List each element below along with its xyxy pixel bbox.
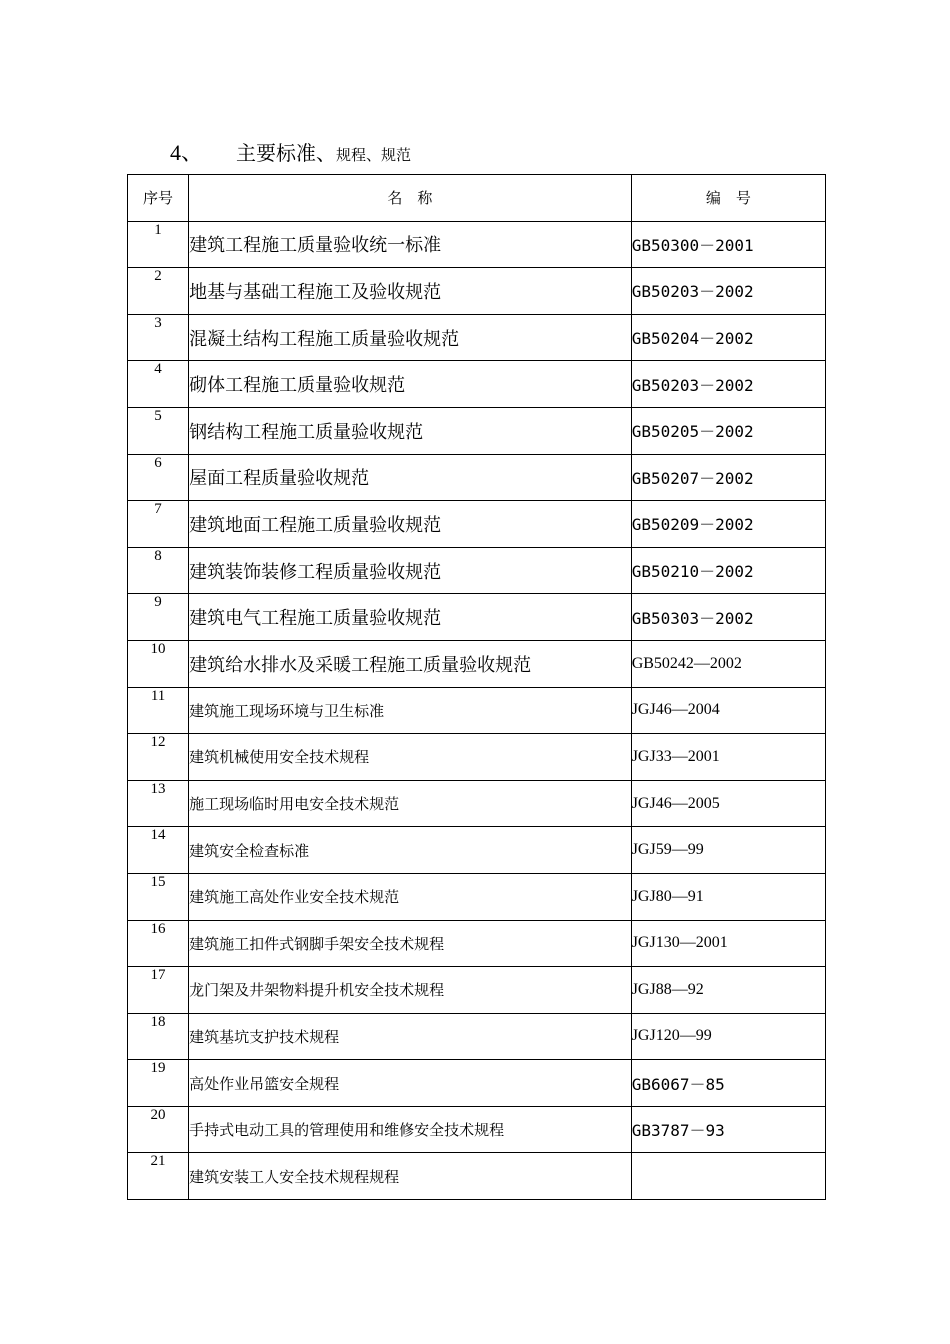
standard-name: 建筑基坑支护技术规程: [189, 1013, 632, 1060]
row-number: 9: [128, 594, 189, 641]
row-number: 8: [128, 547, 189, 594]
header-no: 序号: [128, 175, 189, 222]
table-row: [128, 827, 826, 874]
standard-name: 建筑施工扣件式钢脚手架安全技术规程: [189, 920, 632, 967]
standard-code: JGJ46—2005: [631, 780, 825, 827]
section-heading: [170, 136, 411, 166]
table-row: [128, 873, 826, 920]
standard-code: GB50207－2002: [631, 454, 825, 501]
table-row: [128, 547, 826, 594]
row-number: 7: [128, 501, 189, 548]
table-row: [128, 268, 826, 315]
standard-name: 建筑给水排水及采暖工程施工质量验收规范: [189, 640, 632, 687]
row-number: 4: [128, 361, 189, 408]
header-code: 编 号: [631, 175, 825, 222]
standard-name: 高处作业吊篮安全规程: [189, 1060, 632, 1107]
row-number: 17: [128, 967, 189, 1014]
standard-name: 建筑地面工程施工质量验收规范: [189, 501, 632, 548]
table-row: [128, 734, 826, 781]
standard-name: 建筑机械使用安全技术规程: [189, 734, 632, 781]
standards-table: [127, 174, 826, 1200]
standard-name: 混凝土结构工程施工质量验收规范: [189, 314, 632, 361]
row-number: 5: [128, 407, 189, 454]
standard-code: GB3787－93: [631, 1106, 825, 1153]
table-row: [128, 780, 826, 827]
table-row: [128, 967, 826, 1014]
row-number: 14: [128, 827, 189, 874]
row-number: 13: [128, 780, 189, 827]
table-row: [128, 454, 826, 501]
standard-name: 砌体工程施工质量验收规范: [189, 361, 632, 408]
table-row: [128, 501, 826, 548]
table-body: [128, 221, 826, 1199]
standard-code: JGJ130—2001: [631, 920, 825, 967]
standard-code: JGJ80—91: [631, 873, 825, 920]
standard-name: 地基与基础工程施工及验收规范: [189, 268, 632, 315]
table-row: [128, 314, 826, 361]
standard-code: GB50203－2002: [631, 361, 825, 408]
table-header-row: [128, 175, 826, 222]
standard-name: 建筑安全检查标准: [189, 827, 632, 874]
standard-code: GB50242—2002: [631, 640, 825, 687]
standard-code: JGJ33—2001: [631, 734, 825, 781]
standard-code: GB50204－2002: [631, 314, 825, 361]
table-row: [128, 1060, 826, 1107]
table-row: [128, 221, 826, 268]
table-row: [128, 407, 826, 454]
standard-code: GB50205－2002: [631, 407, 825, 454]
row-number: 3: [128, 314, 189, 361]
table-row: [128, 687, 826, 734]
standard-code: JGJ120—99: [631, 1013, 825, 1060]
row-number: 15: [128, 873, 189, 920]
section-title-sub: 规程、规范: [336, 146, 412, 164]
standard-code: GB6067－85: [631, 1060, 825, 1107]
table-row: [128, 640, 826, 687]
row-number: 21: [128, 1153, 189, 1200]
standard-name: 建筑施工现场环境与卫生标准: [189, 687, 632, 734]
row-number: 20: [128, 1106, 189, 1153]
standard-code: JGJ46—2004: [631, 687, 825, 734]
standard-name: 建筑电气工程施工质量验收规范: [189, 594, 632, 641]
row-number: 12: [128, 734, 189, 781]
standard-code: JGJ88—92: [631, 967, 825, 1014]
table-row: [128, 920, 826, 967]
standard-name: 施工现场临时用电安全技术规范: [189, 780, 632, 827]
section-title-main: 主要标准、: [236, 141, 336, 165]
table-row: [128, 594, 826, 641]
standard-name: 建筑装饰装修工程质量验收规范: [189, 547, 632, 594]
standard-code: GB50300－2001: [631, 221, 825, 268]
table-row: [128, 1106, 826, 1153]
standard-name: 手持式电动工具的管理使用和维修安全技术规程: [189, 1106, 632, 1153]
row-number: 1: [128, 221, 189, 268]
standard-name: 建筑安装工人安全技术规程规程: [189, 1153, 632, 1200]
standard-code: JGJ59—99: [631, 827, 825, 874]
table-row: [128, 1153, 826, 1200]
row-number: 19: [128, 1060, 189, 1107]
standard-code: GB50203－2002: [631, 268, 825, 315]
standard-code: GB50303－2002: [631, 594, 825, 641]
row-number: 6: [128, 454, 189, 501]
standard-name: 龙门架及井架物料提升机安全技术规程: [189, 967, 632, 1014]
row-number: 18: [128, 1013, 189, 1060]
table-row: [128, 1013, 826, 1060]
standard-name: 建筑施工高处作业安全技术规范: [189, 873, 632, 920]
row-number: 11: [128, 687, 189, 734]
row-number: 2: [128, 268, 189, 315]
standard-code: GB50209－2002: [631, 501, 825, 548]
standard-name: 钢结构工程施工质量验收规范: [189, 407, 632, 454]
standard-name: 屋面工程质量验收规范: [189, 454, 632, 501]
table-row: [128, 361, 826, 408]
row-number: 10: [128, 640, 189, 687]
row-number: 16: [128, 920, 189, 967]
standard-code: [631, 1153, 825, 1200]
standard-name: 建筑工程施工质量验收统一标准: [189, 221, 632, 268]
header-name: 名 称: [189, 175, 632, 222]
standard-code: GB50210－2002: [631, 547, 825, 594]
section-number: 4、: [170, 140, 204, 165]
